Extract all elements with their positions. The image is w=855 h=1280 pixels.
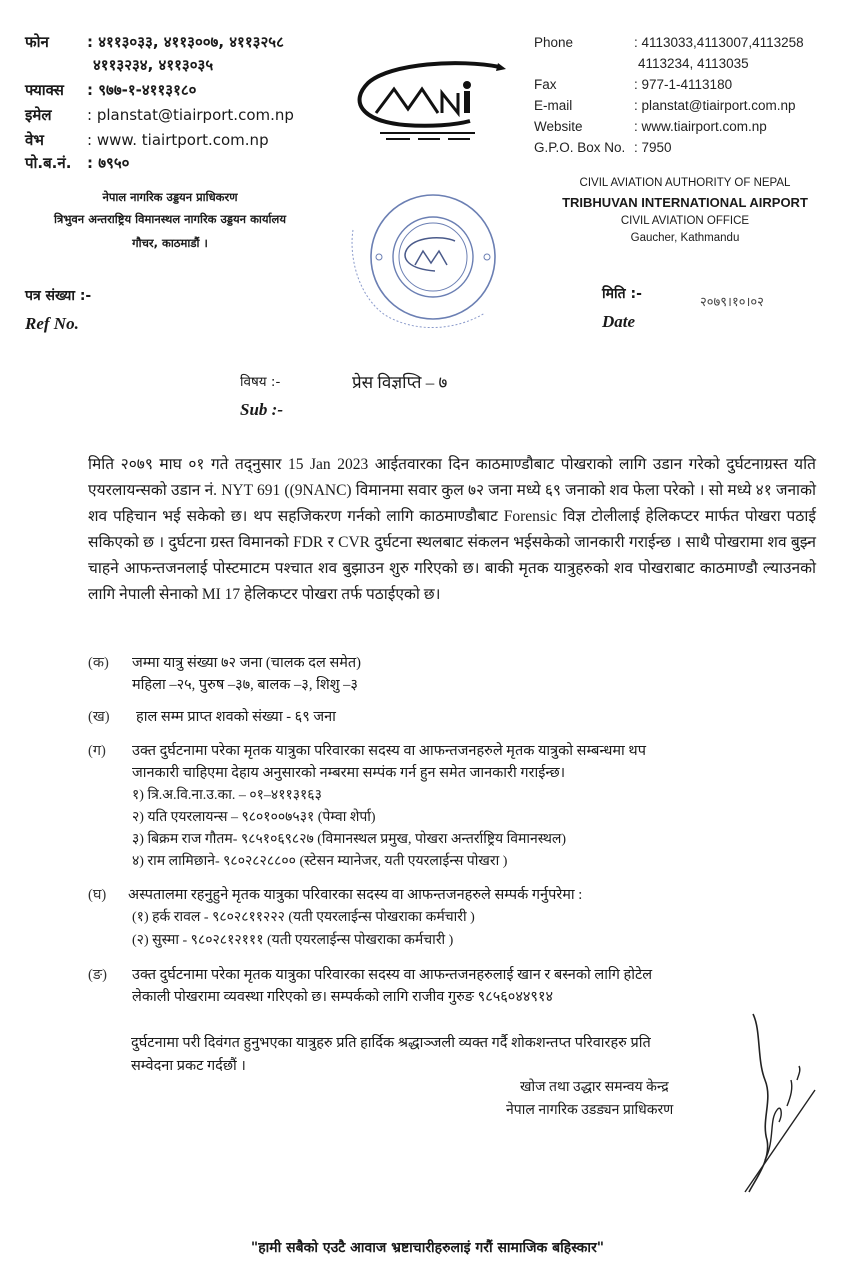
web-row-ne: [25, 130, 269, 150]
date-label-ne: मिति :-: [602, 286, 642, 302]
item-nga-line-1: [88, 964, 652, 986]
item-ga-mark: (ग): [88, 743, 106, 759]
item-kha-text: हाल सम्म प्राप्त शवको संख्या - ६९ जना: [136, 709, 336, 725]
item-ga-text: उक्त दुर्घटनामा परेका मृतक यात्रुका परिवारका सदस्य वा आफन्तजनहरुले मृतक यात्रुको सम्बन्धमा थप: [132, 743, 646, 759]
handwritten-signature: [735, 1010, 845, 1200]
item-ga-line-1: [88, 740, 646, 762]
subject-label-ne: विषय :-: [240, 374, 281, 390]
ga-contact: १) त्रि.अ.वि.ना.उ.का. – ०१–४११३१६३: [132, 788, 322, 803]
web-label-ne: वेभ: [25, 131, 44, 149]
subject-label-en: Sub :-: [240, 400, 283, 419]
gha-contact: (२) सुस्मा - ९८०२८१२१११ (यती एयरलाईन्स पोखराका कर्मचारी ): [132, 933, 454, 948]
pobox-row-en: [534, 140, 672, 155]
ref-label-en: Ref No.: [25, 314, 79, 333]
ga-contact: ३) बिक्रम राज गौतम- ९८५१०६९८२७ (विमानस्थल प्रमुख, पोखरा अन्तर्राष्ट्रिय विमानस्थल): [132, 832, 567, 847]
date-label-en: Date: [602, 312, 636, 331]
caan-logo: [350, 55, 510, 150]
ref-label-ne: पत्र संख्या :-: [25, 288, 92, 304]
phone-label-ne: फोन: [25, 33, 49, 51]
item-gha-text: अस्पतालमा रहनुहुने मृतक यात्रुका परिवारका सदस्य वा आफन्तजनहरुले सम्पर्क गर्नुपरेमा :: [128, 887, 583, 903]
email-row-en: [534, 98, 796, 113]
item-gha-line-1: [88, 884, 582, 906]
web-value-en[interactable]: : www.tiairport.com.np: [634, 119, 767, 134]
pobox-row-ne: [25, 153, 129, 173]
item-kha-mark: (ख): [88, 709, 110, 725]
org-office-ne: त्रिभुवन अन्तराष्ट्रिय विमानस्थल नागरिक उड्डयन कार्यालय: [54, 212, 286, 226]
item-kha-line-1: [88, 706, 336, 728]
pobox-label-ne: पो.ब.नं.: [25, 154, 72, 172]
phone-value-ne: : ४११३०३३, ४११३००७, ४११३२५८: [87, 33, 284, 51]
web-row-en: [534, 119, 767, 134]
item-ga-line-2: जानकारी चाहिएमा देहाय अनुसारको नम्बरमा सम्पंक गर्न हुन समेत जानकारी गराईन्छ।: [132, 765, 566, 781]
office-address-en: Gaucher, Kathmandu: [630, 232, 740, 244]
caan-logo-icon: [350, 55, 510, 150]
airport-name-en: TRIBHUVAN INTERNATIONAL AIRPORT: [562, 195, 808, 210]
closing-line-1: दुर्घटनामा परी दिवंगत हुनुभएका यात्रुहरु प्रति हार्दिक श्रद्धाञ्जली व्यक्त गर्दै शोकशन्तप्त परिवारहरु प्रति: [131, 1035, 651, 1051]
item-ka-text: जम्मा यात्रु संख्या ७२ जना (चालक दल समेत): [132, 655, 362, 671]
phone-value-en-2: 4113234, 4113035: [638, 56, 749, 71]
footer-slogan: "हामी सबैको एउटै आवाज भ्रष्टाचारीहरुलाइं गरौं सामाजिक बहिस्कार": [250, 1240, 605, 1256]
email-label-en: E-mail: [534, 98, 573, 113]
email-value-en[interactable]: : planstat@tiairport.com.np: [634, 98, 796, 113]
phone-row-en: [534, 35, 804, 50]
fax-value-ne: : ९७७-१-४११३१८०: [87, 81, 197, 99]
web-value-ne[interactable]: : www. tiairtport.com.np: [87, 131, 269, 149]
item-nga-line-2: लेकाली पोखरामा व्यवस्था गरिएको छ। सम्पर्कको लागि राजीव गुरुङ ९८५६०४४९१४: [132, 989, 554, 1005]
pobox-label-en: G.P.O. Box No.: [534, 140, 626, 155]
item-ka-mark: (क): [88, 655, 109, 671]
org-name-ne: नेपाल नागरिक उड्डयन प्राधिकरण: [102, 190, 238, 204]
pobox-value-en: : 7950: [634, 140, 672, 155]
org-address-ne: गौचर, काठमाडौं ।: [132, 236, 208, 250]
phone-value-ne-2: ४११३२३४, ४११३०३५: [93, 56, 214, 74]
email-label-ne: इमेल: [25, 106, 52, 124]
item-ka-line-1: [88, 652, 361, 674]
fax-row-ne: [25, 80, 196, 100]
item-gha-mark: (घ): [88, 887, 107, 903]
ga-contact: ४) राम लामिछाने- ९८०२८२८८०० (स्टेसन म्यानेजर, यती एयरलाईन्स पोखरा ): [132, 854, 508, 869]
official-seal: [345, 185, 515, 335]
fax-label-ne: फ्याक्स: [25, 81, 64, 99]
fax-row-en: [534, 77, 732, 92]
fax-value-en: : 977-1-4113180: [634, 77, 733, 92]
closing-line-2: सम्वेदना प्रकट गर्दछौं ।: [131, 1058, 246, 1074]
item-ka-line-2: महिला –२५, पुरुष –३७, बालक –३, शिशु –३: [132, 677, 358, 693]
phone-label-en: Phone: [534, 35, 574, 50]
date-value: २०७९।१०।०२: [700, 294, 764, 309]
seal-stamp-icon: [345, 185, 515, 335]
gha-contact: (१) हर्क रावल - ९८०२८११२२२ (यती एयरलाईन्स पोखराका कर्मचारी ): [132, 910, 475, 925]
phone-row-ne: [25, 32, 284, 52]
web-label-en: Website: [534, 119, 583, 134]
office-name-en: CIVIL AVIATION OFFICE: [620, 215, 750, 227]
ga-contact: २) यति एयरलायन्स – ९८०१००७५३१ (पेम्वा शेर्पा): [132, 810, 376, 825]
pobox-value-ne: : ७९५०: [87, 154, 130, 172]
signature-icon: [735, 1010, 845, 1200]
body-paragraph: मिति २०७९ माघ ०१ गते तद्नुसार 15 Jan 2023 आईतवारका दिन काठमाण्डौबाट पोखराको लागि उडान गरेको दुर्घटनाग्रस्त यति एयरलायन्सको उडान नं. NYT 691 ((9NANC) विमानमा सवार कुल ७२ जना मध्ये ६९ जनाको शव फेला परेको । सो मध्ये ४१ जनाको शव पहिचान भई सकेको छ। थप सहजिकरण गर्नको लागि काठमाण्डौबाट Forensic विज्ञ टोलीलाई हेलिकप्टर मार्फत पोखरा पठाई सकिएको छ । दुर्घटना ग्रस्त विमानको FDR र CVR दुर्घटना स्थलबाट संकलन भईसकेको जानकारी गराईन्छ । साथै पोखरामा शव बुझ्न चाहने आफन्तजनलाई पोस्टमाटम पश्चात शव बुझाउन शुरु गरिएको छ। बाकी मृतक यात्रुहरुको शव पोखराबाट काठमाण्डौ ल्याउनको लागि नेपाली सेनाको MI 17 हेलिकप्टर पोखरा तर्फ पठाईएको छ।: [88, 456, 816, 603]
fax-label-en: Fax: [534, 77, 557, 92]
item-nga-text: उक्त दुर्घटनामा परेका मृतक यात्रुका परिवारका सदस्य वा आफन्तजनहरुलाई खान र बस्नको लागि होटेल: [132, 967, 653, 983]
signatory-line-2: नेपाल नागरिक उडड्यन प्राधिकरण: [506, 1103, 674, 1118]
email-row-ne: [25, 105, 294, 125]
org-name-en: CIVIL AVIATION AUTHORITY OF NEPAL: [579, 177, 791, 189]
item-nga-mark: (ङ): [88, 967, 107, 983]
phone-value-en: : 4113033,4113007,4113258: [634, 35, 804, 50]
email-value-ne[interactable]: : planstat@tiairport.com.np: [87, 106, 294, 124]
signatory-line-1: खोज तथा उद्धार समन्वय केन्द्र: [520, 1080, 669, 1095]
subject-title: प्रेस विज्ञप्ति – ७: [352, 373, 448, 392]
